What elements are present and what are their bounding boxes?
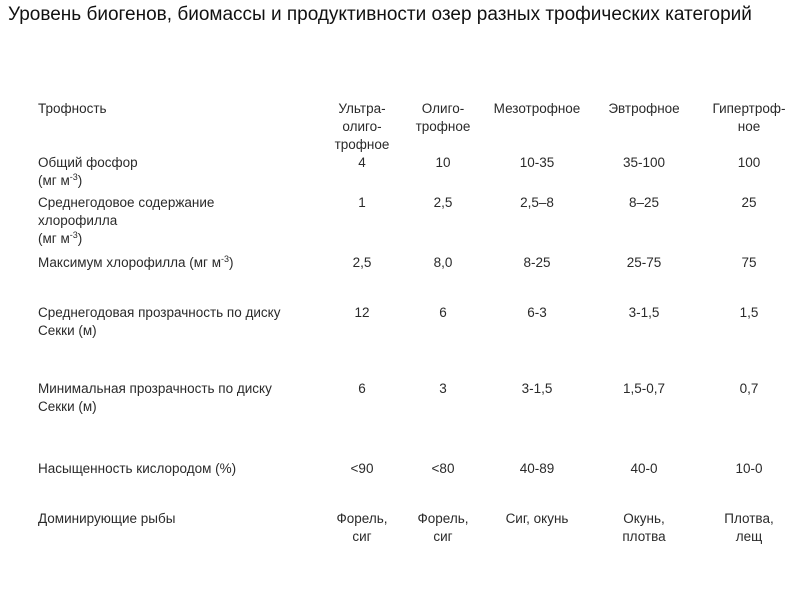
value-text: 10-35 xyxy=(519,155,555,170)
value-text: сиг xyxy=(352,529,372,544)
header-cell-text: Олиго- xyxy=(421,101,465,116)
header-cell-text: Эвтрофное xyxy=(608,101,680,116)
header-cell xyxy=(402,94,484,154)
trophic-table xyxy=(32,94,800,570)
table-row xyxy=(32,154,800,194)
value-text: 12 xyxy=(354,305,370,320)
value-text: 3 xyxy=(439,381,447,396)
value-text: 1 xyxy=(358,195,366,210)
row-label-text: Секки (м) xyxy=(38,399,97,414)
table-row xyxy=(32,510,800,570)
header-cell-text: ное xyxy=(737,119,761,134)
value-cell xyxy=(590,194,698,254)
value-cell xyxy=(590,460,698,510)
value-cell xyxy=(322,154,402,194)
value-cell xyxy=(590,304,698,380)
value-cell xyxy=(484,304,590,380)
header-label: Трофность xyxy=(38,101,107,116)
row-label-text: Доминирующие рыбы xyxy=(38,511,176,526)
value-cell xyxy=(484,254,590,304)
value-text: 2,5 xyxy=(352,255,372,270)
table-row xyxy=(32,304,800,380)
header-cell-text: трофное xyxy=(415,119,471,134)
value-text: Форель, xyxy=(417,511,469,526)
value-cell xyxy=(402,254,484,304)
row-label xyxy=(32,304,322,380)
value-cell xyxy=(698,380,800,460)
value-cell xyxy=(322,380,402,460)
value-text: Плотва, xyxy=(724,511,774,526)
row-label xyxy=(32,254,322,304)
row-label xyxy=(32,460,322,510)
row-label xyxy=(32,154,322,194)
value-cell xyxy=(590,154,698,194)
unit-exponent: -3 xyxy=(69,230,78,240)
header-cell xyxy=(698,94,800,154)
value-text: 6-3 xyxy=(527,305,547,320)
value-text: 35-100 xyxy=(622,155,666,170)
value-cell xyxy=(698,194,800,254)
value-cell xyxy=(402,304,484,380)
row-label-text: (мг м xyxy=(38,231,70,246)
header-cell xyxy=(590,94,698,154)
value-text: плотва xyxy=(622,529,666,544)
value-cell xyxy=(484,380,590,460)
value-cell xyxy=(322,194,402,254)
value-cell xyxy=(484,510,590,570)
value-cell xyxy=(698,154,800,194)
row-label-text: Насыщенность кислородом (%) xyxy=(38,461,237,476)
value-cell xyxy=(322,510,402,570)
header-label-cell xyxy=(32,94,322,154)
header-cell-text: Мезотрофное xyxy=(493,101,581,116)
value-cell xyxy=(402,510,484,570)
value-cell xyxy=(590,510,698,570)
page-title: Уровень биогенов, биомассы и продуктивности озер разных трофических категорий xyxy=(8,4,752,25)
value-text: 100 xyxy=(737,155,761,170)
value-text: лещ xyxy=(735,529,763,544)
value-cell xyxy=(322,254,402,304)
value-text: 10 xyxy=(435,155,451,170)
value-text: 8–25 xyxy=(628,195,660,210)
row-label-text: Минимальная прозрачность по диску xyxy=(38,381,272,396)
value-text: 2,5 xyxy=(433,195,453,210)
value-text: Окунь, xyxy=(623,511,665,526)
value-text: <80 xyxy=(431,461,455,476)
header-cell-text: Гипертроф- xyxy=(712,101,786,116)
value-cell xyxy=(590,380,698,460)
unit-exponent: -3 xyxy=(69,172,78,182)
value-cell xyxy=(590,254,698,304)
row-label-text: Общий фосфор xyxy=(38,155,138,170)
value-text: 0,7 xyxy=(739,381,759,396)
table-row xyxy=(32,380,800,460)
value-cell xyxy=(698,460,800,510)
value-cell xyxy=(698,304,800,380)
value-text: 2,5–8 xyxy=(520,195,554,210)
header-cell-text: трофное xyxy=(334,137,390,152)
value-text: 8-25 xyxy=(523,255,551,270)
value-text: 1,5-0,7 xyxy=(622,381,666,396)
header-cell xyxy=(322,94,402,154)
value-cell xyxy=(402,380,484,460)
table-row xyxy=(32,194,800,254)
value-text: 25 xyxy=(741,195,757,210)
value-cell xyxy=(402,460,484,510)
row-label-text: ) xyxy=(77,173,83,188)
value-text: Сиг, окунь xyxy=(505,511,569,526)
row-label xyxy=(32,380,322,460)
row-label-text: Среднегодовое содержание xyxy=(38,195,215,210)
row-label-text: Секки (м) xyxy=(38,323,97,338)
header-row xyxy=(32,94,800,154)
value-cell xyxy=(484,460,590,510)
unit-exponent: -3 xyxy=(221,254,230,264)
value-text: 40-89 xyxy=(519,461,555,476)
value-cell xyxy=(698,254,800,304)
value-text: сиг xyxy=(433,529,453,544)
value-cell xyxy=(484,154,590,194)
header-cell xyxy=(484,94,590,154)
row-label xyxy=(32,194,322,254)
value-cell xyxy=(402,154,484,194)
row-label-text: ) xyxy=(77,231,83,246)
value-text: 40-0 xyxy=(630,461,658,476)
value-text: 1,5 xyxy=(739,305,759,320)
value-text: <90 xyxy=(350,461,374,476)
row-label-text: (мг м xyxy=(38,173,70,188)
row-label xyxy=(32,510,322,570)
row-label-text: хлорофилла xyxy=(38,213,118,228)
row-label-text: Максимум хлорофилла (мг м xyxy=(38,255,222,270)
value-cell xyxy=(402,194,484,254)
value-text: 4 xyxy=(358,155,366,170)
value-text: 75 xyxy=(741,255,757,270)
value-text: 10-0 xyxy=(735,461,763,476)
value-text: Форель, xyxy=(336,511,388,526)
value-cell xyxy=(322,304,402,380)
table-row xyxy=(32,460,800,510)
value-text: 8,0 xyxy=(433,255,453,270)
value-text: 25-75 xyxy=(626,255,662,270)
header-cell-text: олиго- xyxy=(342,119,382,134)
value-text: 3-1,5 xyxy=(628,305,660,320)
value-cell xyxy=(698,510,800,570)
header-cell-text: Ультра- xyxy=(338,101,386,116)
value-text: 3-1,5 xyxy=(521,381,553,396)
row-label-text: ) xyxy=(229,255,234,270)
table-row xyxy=(32,254,800,304)
value-text: 6 xyxy=(358,381,366,396)
value-cell xyxy=(484,194,590,254)
value-text: 6 xyxy=(439,305,447,320)
value-cell xyxy=(322,460,402,510)
row-label-text: Среднегодовая прозрачность по диску xyxy=(38,305,281,320)
